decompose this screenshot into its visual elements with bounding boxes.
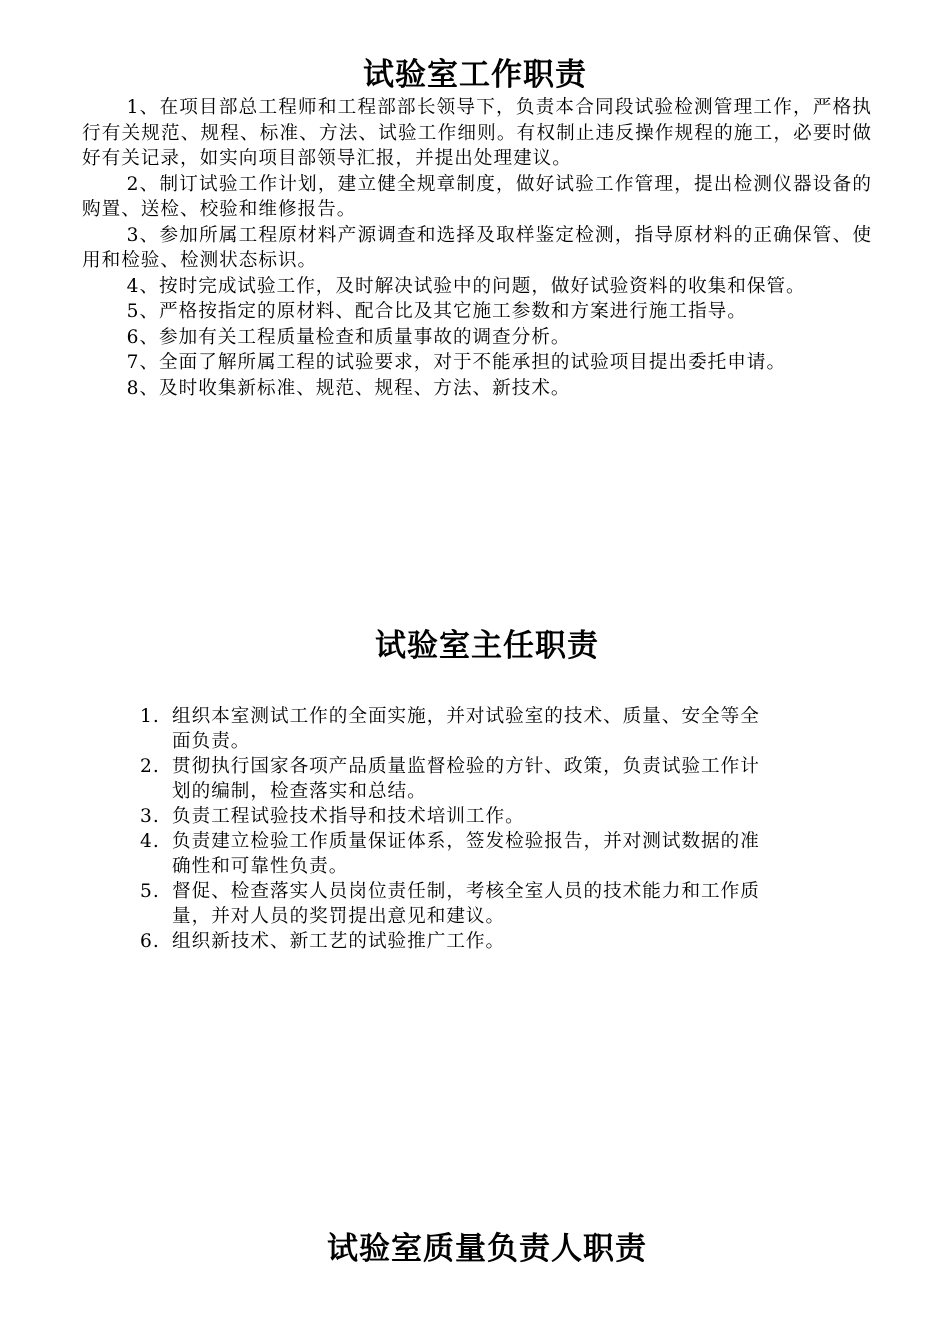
section-title-lab-duties: 试验室工作职责	[363, 57, 587, 93]
lab-duty-paragraph: 6、参加有关工程质量检查和质量事故的调查分析。	[126, 326, 571, 348]
list-item-number: 1.	[140, 706, 160, 727]
list-item-number: 5.	[140, 881, 160, 902]
lab-director-duties-list	[140, 704, 760, 954]
list-item	[140, 704, 760, 754]
list-item-number: 4.	[140, 831, 160, 852]
list-item-text: 负责工程试验技术指导和技术培训工作。	[172, 806, 525, 827]
section-title-lab-director-duties: 试验室主任职责	[375, 628, 599, 664]
lab-duty-paragraph: 3、参加所属工程原材料产源调查和选择及取样鉴定检测，指导原材料的正确保管、使用和检验、检测状态标识。	[82, 224, 872, 271]
lab-duties-body	[82, 95, 872, 401]
lab-duty-paragraph: 2、制订试验工作计划，建立健全规章制度，做好试验工作管理，提出检测仪器设备的购置、送检、校验和维修报告。	[82, 173, 872, 220]
list-item-text: 负责建立检验工作质量保证体系，签发检验报告，并对测试数据的准确性和可靠性负责。	[172, 831, 760, 877]
list-item-text: 督促、检查落实人员岗位责任制，考核全室人员的技术能力和工作质量，并对人员的奖罚提出意见和建议。	[172, 881, 760, 927]
list-item-number: 6.	[140, 931, 160, 952]
lab-duty-paragraph: 7、全面了解所属工程的试验要求，对于不能承担的试验项目提出委托申请。	[126, 352, 787, 373]
lab-duty-paragraph: 8、及时收集新标准、规范、规程、方法、新技术。	[126, 377, 571, 399]
list-item	[140, 829, 760, 879]
list-item-text: 组织新技术、新工艺的试验推广工作。	[172, 931, 506, 952]
section-title-quality-manager-duties: 试验室质量负责人职责	[327, 1231, 647, 1267]
list-item-number: 2.	[140, 756, 160, 777]
list-item-number: 3.	[140, 806, 160, 827]
list-item	[140, 929, 760, 954]
list-item	[140, 879, 760, 929]
list-item-text: 贯彻执行国家各项产品质量监督检验的方针、政策，负责试验工作计划的编制，检查落实和总结。	[172, 756, 760, 802]
lab-duty-paragraph: 4、按时完成试验工作，及时解决试验中的问题，做好试验资料的收集和保管。	[126, 275, 806, 297]
lab-duty-paragraph: 5、严格按指定的原材料、配合比及其它施工参数和方案进行施工指导。	[126, 301, 747, 322]
list-item	[140, 804, 760, 829]
list-item	[140, 754, 760, 804]
lab-duty-paragraph: 1、在项目部总工程师和工程部部长领导下，负责本合同段试验检测管理工作，严格执行有关规范、规程、标准、方法、试验工作细则。有权制止违反操作规程的施工，必要时做好有关记录，如实向项目部领导汇报，并提出处理建议。	[82, 97, 872, 169]
list-item-text: 组织本室测试工作的全面实施，并对试验室的技术、质量、安全等全面负责。	[172, 706, 760, 752]
